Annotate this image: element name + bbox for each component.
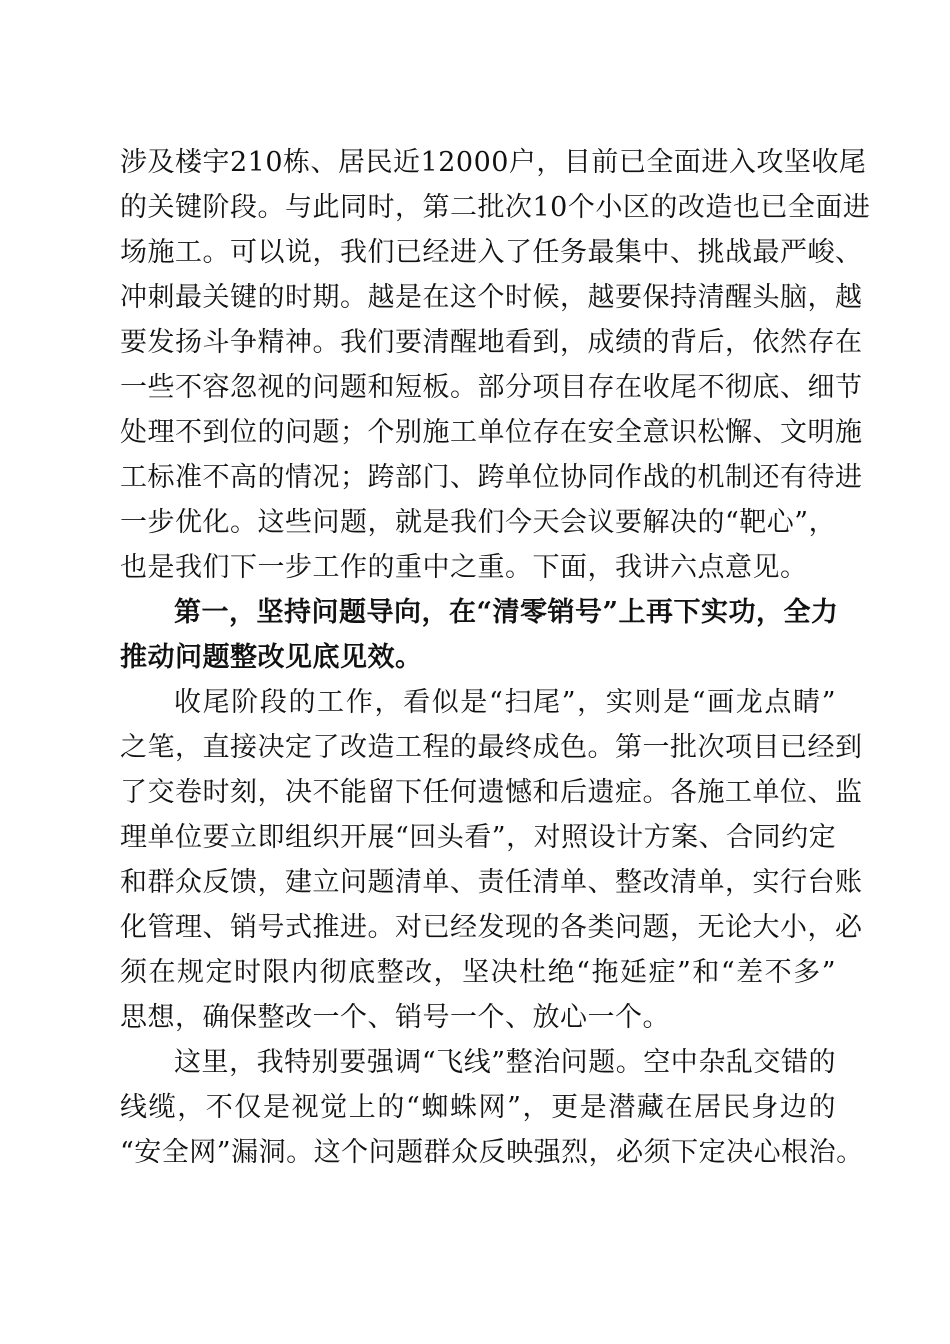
text-line: 了交卷时刻，决不能留下任何遗憾和后遗症。各施工单位、监 bbox=[120, 777, 863, 808]
text-line: 冲刺最关键的时期。越是在这个时候，越要保持清醒头脑，越 bbox=[120, 282, 863, 313]
text-line: 也是我们下一步工作的重中之重。下面，我讲六点意见。 bbox=[120, 552, 808, 583]
text-line: 一些不容忽视的问题和短板。部分项目存在收尾不彻底、细节 bbox=[120, 372, 863, 403]
text-line: “安全网”漏洞。这个问题群众反映强烈，必须下定决心根治。 bbox=[120, 1137, 864, 1168]
heading-line: 第一，坚持问题导向，在“清零销号”上再下实功，全力 bbox=[174, 597, 839, 628]
text-line: 线缆，不仅是视觉上的“蜘蛛网”，更是潜藏在居民身边的 bbox=[120, 1092, 836, 1123]
text-line: 处理不到位的问题；个别施工单位存在安全意识松懈、文明施 bbox=[120, 417, 863, 448]
text-line: 收尾阶段的工作，看似是“扫尾”，实则是“画龙点睛” bbox=[174, 687, 836, 718]
text-line: 化管理、销号式推进。对已经发现的各类问题，无论大小，必 bbox=[120, 912, 863, 943]
text-line: 理单位要立即组织开展“回头看”，对照设计方案、合同约定 bbox=[120, 822, 837, 853]
document-body bbox=[120, 140, 871, 1175]
text-line: 要发扬斗争精神。我们要清醒地看到，成绩的背后，依然存在 bbox=[120, 327, 863, 358]
text-line: 场施工。可以说，我们已经进入了任务最集中、挑战最严峻、 bbox=[120, 237, 863, 268]
text-line: 这里，我特别要强调“飞线”整治问题。空中杂乱交错的 bbox=[174, 1047, 836, 1078]
text-line: 工标准不高的情况；跨部门、跨单位协同作战的机制还有待进 bbox=[120, 462, 863, 493]
text-line: 须在规定时限内彻底整改，坚决杜绝“拖延症”和“差不多” bbox=[120, 957, 836, 988]
heading-line: 推动问题整改见底见效。 bbox=[120, 642, 423, 673]
text-line: 和群众反馈，建立问题清单、责任清单、整改清单，实行台账 bbox=[120, 867, 863, 898]
text-line: 之笔，直接决定了改造工程的最终成色。第一批次项目已经到 bbox=[120, 732, 863, 763]
text-line: 一步优化。这些问题，就是我们今天会议要解决的“靶心”， bbox=[120, 507, 837, 538]
text-line: 思想，确保整改一个、销号一个、放心一个。 bbox=[120, 1002, 670, 1033]
text-line: 涉及楼宇210栋、居民近12000户，目前已全面进入攻坚收尾 bbox=[120, 147, 867, 178]
text-line: 的关键阶段。与此同时，第二批次10个小区的改造也已全面进 bbox=[120, 192, 871, 223]
